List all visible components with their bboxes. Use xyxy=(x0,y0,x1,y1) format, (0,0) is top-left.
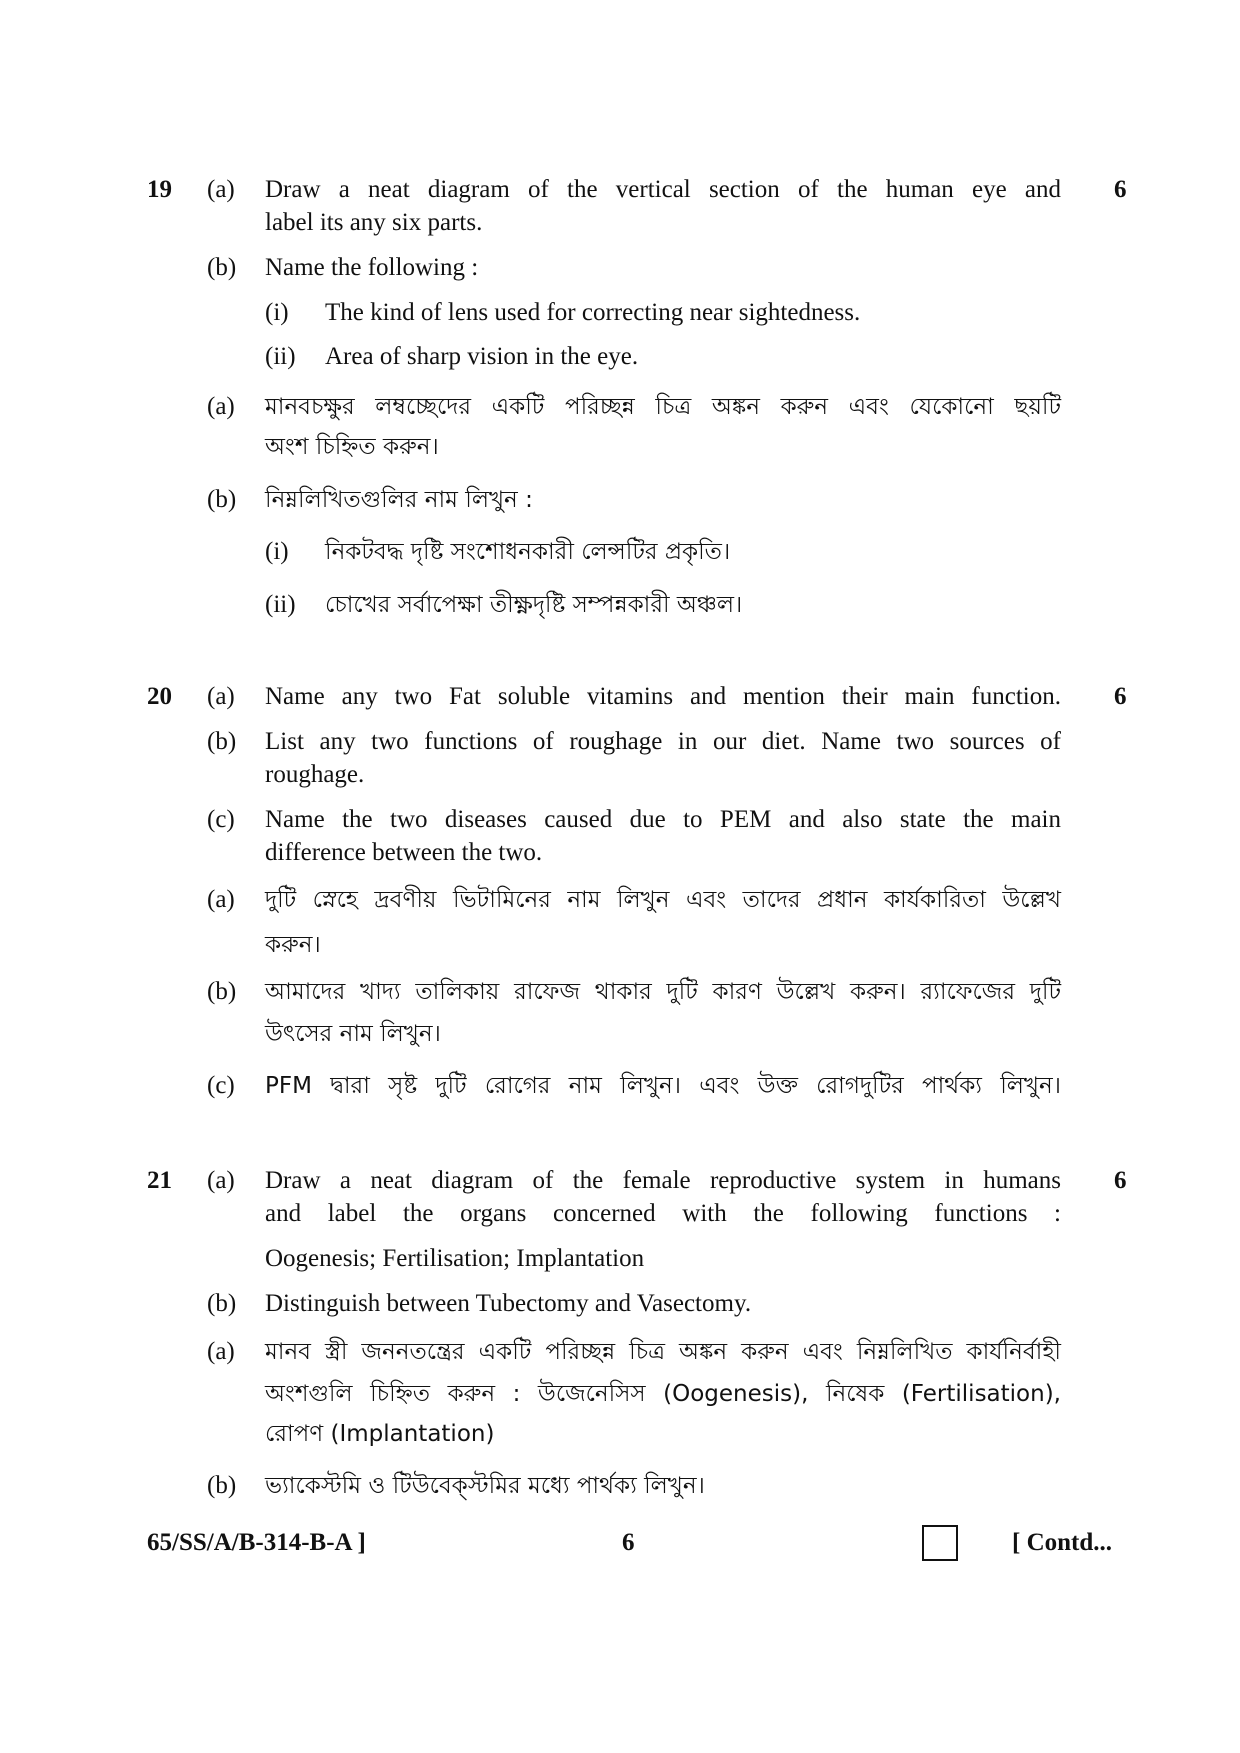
part-label: (a) xyxy=(207,393,235,420)
subpart-label: (ii) xyxy=(265,343,296,370)
question-marks: 6 xyxy=(1114,683,1127,710)
question-text: List any two functions of roughage in our diet. Name two sources of xyxy=(265,728,1061,755)
question-text-bengali: PFM দ্বারা সৃষ্ট দুটি রোগের নাম লিখুন। এবং উক্ত রোগদুটির পার্থক্য লিখুন। xyxy=(265,1073,1061,1099)
subpart-label: (i) xyxy=(265,299,289,326)
question-text: Name any two Fat soluble vitamins and mention their main function. xyxy=(265,683,1061,710)
question-text-bengali: অংশগুলি চিহ্নিত করুন : উজেনেসিস (Oogenesis), নিষেক (Fertilisation), xyxy=(265,1381,1061,1407)
question-text-bengali: ভ্যাকেস্টমি ও টিউবেক্স্টমির মধ্যে পার্থক্য লিখুন। xyxy=(265,1473,705,1499)
footer-contd: [ Contd... xyxy=(1012,1529,1113,1556)
question-text-bengali: অংশ চিহ্নিত করুন। xyxy=(265,434,439,460)
question-text: Name the following : xyxy=(265,254,479,281)
subpart-label: (i) xyxy=(265,538,289,565)
question-text: difference between the two. xyxy=(265,839,543,866)
part-label: (a) xyxy=(207,176,235,203)
part-label: (b) xyxy=(207,728,237,755)
question-text-bengali: উৎসের নাম লিখুন। xyxy=(265,1021,441,1047)
question-text: roughage. xyxy=(265,761,365,788)
question-text: Draw a neat diagram of the vertical section of the human eye and xyxy=(265,176,1061,203)
qr-code-icon xyxy=(922,1525,958,1561)
part-label: (b) xyxy=(207,486,237,513)
question-text: Name the two diseases caused due to PEM and also state the main xyxy=(265,806,1061,833)
footer-code: 65/SS/A/B-314-B-A ] xyxy=(147,1529,366,1556)
subpart-label: (ii) xyxy=(265,591,296,618)
question-marks: 6 xyxy=(1114,1167,1127,1194)
question-text-bengali: নিকটবদ্ধ দৃষ্টি সংশোধনকারী লেন্সটির প্রকৃতি। xyxy=(325,539,731,565)
question-text: and label the organs concerned with the following functions : xyxy=(265,1200,1061,1227)
question-text-bengali: মানবচক্ষুর লম্বচ্ছেদের একটি পরিচ্ছন্ন চিত্র অঙ্কন করুন এবং যেকোনো ছয়টি xyxy=(265,394,1061,420)
question-text-bengali: দুটি স্নেহে দ্রবণীয় ভিটামিনের নাম লিখুন এবং তাদের প্রধান কার্যকারিতা উল্লেখ xyxy=(265,887,1061,913)
part-label: (c) xyxy=(207,806,235,833)
question-text-bengali: চোখের সর্বাপেক্ষা তীক্ষ্ণদৃষ্টি সম্পন্নকারী অঞ্চল। xyxy=(325,592,743,618)
question-text: Area of sharp vision in the eye. xyxy=(325,343,639,370)
part-label: (b) xyxy=(207,254,237,281)
question-text: Distinguish between Tubectomy and Vasectomy. xyxy=(265,1290,752,1317)
part-label: (a) xyxy=(207,886,235,913)
question-number: 21 xyxy=(147,1167,172,1194)
question-text-bengali: রোপণ (Implantation) xyxy=(265,1421,495,1447)
question-text-bengali: মানব স্ত্রী জননতন্ত্রের একটি পরিচ্ছন্ন চিত্র অঙ্কন করুন এবং নিম্নলিখিত কার্যনির্বাহী xyxy=(265,1339,1061,1365)
question-text: label its any six parts. xyxy=(265,209,483,236)
page-number: 6 xyxy=(622,1529,635,1556)
part-label: (b) xyxy=(207,1472,237,1499)
part-label: (a) xyxy=(207,1338,235,1365)
question-number: 19 xyxy=(147,176,172,203)
question-number: 20 xyxy=(147,683,172,710)
question-text: Oogenesis; Fertilisation; Implantation xyxy=(265,1245,645,1272)
question-text-bengali: আমাদের খাদ্য তালিকায় রাফেজ থাকার দুটি কারণ উল্লেখ করুন। র‍্যাফেজের দুটি xyxy=(265,979,1061,1005)
part-label: (b) xyxy=(207,1290,237,1317)
question-text: Draw a neat diagram of the female reproductive system in humans xyxy=(265,1167,1061,1194)
part-label: (a) xyxy=(207,683,235,710)
part-label: (b) xyxy=(207,978,237,1005)
question-text-bengali: করুন। xyxy=(265,932,321,958)
part-label: (c) xyxy=(207,1072,235,1099)
question-text: The kind of lens used for correcting near sightedness. xyxy=(325,299,861,326)
question-marks: 6 xyxy=(1114,176,1127,203)
part-label: (a) xyxy=(207,1167,235,1194)
question-text-bengali: নিম্নলিখিতগুলির নাম লিখুন : xyxy=(265,487,533,513)
